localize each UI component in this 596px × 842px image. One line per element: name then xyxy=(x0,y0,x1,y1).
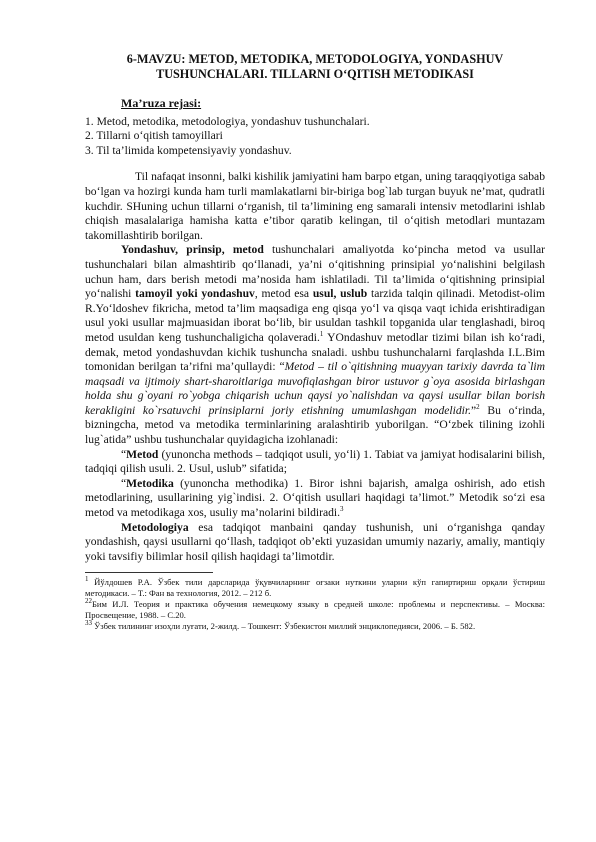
title-line-2: TUSHUNCHALARI. TILLARNI O‘QITISH METODIKASI xyxy=(156,67,474,81)
term-method: usul, uslub xyxy=(312,287,368,301)
plan-heading: Ma’ruza rejasi: xyxy=(121,96,202,110)
footnote-divider xyxy=(85,572,213,573)
plan-list xyxy=(85,115,545,159)
plan-item: 3. Til ta’limida kompetensiyaviy yondashuv. xyxy=(85,143,292,157)
term-metod: Metod xyxy=(126,447,159,461)
footnote-ref-2[interactable]: 2 xyxy=(476,403,480,412)
term-principle: tamoyil yoki yondashuv xyxy=(135,287,255,301)
plan-item: 2. Tillarni o‘qitish tamoyillari xyxy=(85,129,223,143)
footnote-3: $^{33}$ Ўзбек тилининг изоҳли луғати, 2-жилд. – Тошкент: Ўзбекистон миллий энциклопедияси, 2006. – Б. 582. xyxy=(85,619,476,632)
term-metodika: Metodika xyxy=(126,476,174,490)
quote-definition: Metod – til o`qitishning muayyan tarixiy davrda ta`lim maqsadi va ijtimoiy shart-sharoitlariga muvofiqlashgan biror ustuvor g`oya asosida birlashgan holda shu g`oyani ro`yobga chiqarish uchun qaysi yo`nalishdan va qaysi usullar bilan borish kerakligini ko`rsatuvchi prinsiplarni joriy etishning umumlashgan modelidir. xyxy=(85,360,545,417)
paragraph-metodika-definition: “Metodika (yunoncha methodika) 1. Biror ishni bajarish, amalga oshirish, ado etish metodlarining, usullarining yig`indisi. 2. O‘qitish usullari haqidagi ta’limot.” Metodik so‘zi esa metod va metodikaga xos, usuliy ma’nolarini bildiradi.$^3$ xyxy=(85,476,545,520)
document-title xyxy=(85,52,545,82)
footnote-1: $^1$ Йўлдошев Р.А. Ўзбек тили дарсларида ўқувчиларнинг оғзаки нуткини уларни кўп гапиртириш орқали ўстириш методикаси. – Т.: Фан ва технология, 2012. – 212 б. xyxy=(85,575,545,599)
plan-item: 1. Metod, metodika, metodologiya, yondashuv tushunchalari. xyxy=(85,114,370,128)
footnote-2: $^{22}$Бим И.Л. Теория и практика обучения немецкому языку в средней школе: проблемы и перспективы. – Москва: Просвещение, 1988. – С.20. xyxy=(85,597,545,621)
title-line-1: 6-MAVZU: METOD, METODIKA, METODOLOGIYA, YONDASHUV xyxy=(126,52,504,66)
footnote-ref-1[interactable]: 1 xyxy=(319,330,324,339)
paragraph-metodologiya: Metodologiya esa tadqiqot manbaini qanday tushunish, uni o‘rganishga qanday yondashish, qaysi usullarni qo‘llash, tadqiqot ob’ekti yuzasidan umumiy nazariy, amaliy, mantiqiy yoki tavsifiy bilimlar hosil qilish haqidagi ta’limotdir. xyxy=(85,520,545,563)
document-page xyxy=(85,52,545,632)
term-metodologiya: Metodologiya xyxy=(121,520,189,534)
footnote-ref-3[interactable]: 3 xyxy=(340,505,344,514)
paragraph-metod-definition: “Metod (yunoncha methods – tadqiqot usuli, yo‘li) 1. Tabiat va jamiyat hodisalarini bilish, tadqiqi qilish usuli. 2. Usul, uslub” sifatida; xyxy=(85,447,545,476)
paragraph-intro: Til nafaqat insonni, balki kishilik jamiyatini ham barpo etgan, uning taraqqiyotiga sabab bo‘lgan va hozirgi kunda ham turli mamlakatlarni bir-biriga bog`lab turgan buyuk ne’mat, qudratli kuchdir. SHuning uchun tillarni o‘rganish, til ta’limining eng samarali intensiv metodlarini ishlab chiqish masalalariga hamisha katta e’tibor qaratib kelingan, til o‘qitish metodlari muntazam takomillashtirib borilgan. xyxy=(85,170,545,242)
paragraph-approach: Yondashuv, prinsip, metod tushunchalari amaliyotda ko‘pincha metod va usullar tushunchalari bilan almashtirib qo‘llanadi, ya’ni o‘qitishning prinsipial yo‘nalishini belgilash uchun ham, dars berish metodi ma’nosida ham ishlatiladi. Til ta’limida o‘qitishning prinsipial yo‘nalishi tamoyil yoki yondashuv, metod esa usul, uslub tarzida talqin qilinadi. Metodist-olim R.Yo‘ldoshev fikricha, metod ta’lim maqsadiga eng qisqa yo‘l va qisqa vaqt ichida erishtiradigan usul yoki usullar majmuasidan iborat bo‘lib, bir usuldan tashkil topganida ular tenglashadi, biroq metod usuldan keng tushunchaligicha qolaveradi.$^1$ YOndashuv metodlar tizimi bilan ish ko‘radi, demak, metod yondashuvdan kichik tushuncha snaladi. ushbu tushunchalarni farqlashda I.L.Bim tomonidan berilgan ta’rifni ma’qullaydi: “Metod – til o`qitishning muayyan tarixiy davrda ta`lim maqsadi va ijtimoiy shart-sharoitlariga muvofiqlashgan biror ustuvor g`oya asosida birlashgan holda shu g`oyani ro`yobga chiqarish uchun qaysi yo`nalishdan va qaysi usullar bilan borish kerakligini ko`rsatuvchi prinsiplarni joriy etishning umumlashgan modelidir.”$^2$ Bu o‘rinda, bizningcha, metod va metodika terminlarining aralashtirib yuborilgan. “O‘zbek tilining izohli lug`atida” ushbu tushunchalar quyidagicha izohlanadi: xyxy=(85,243,545,447)
term-approach: Yondashuv, prinsip, metod xyxy=(121,243,264,257)
